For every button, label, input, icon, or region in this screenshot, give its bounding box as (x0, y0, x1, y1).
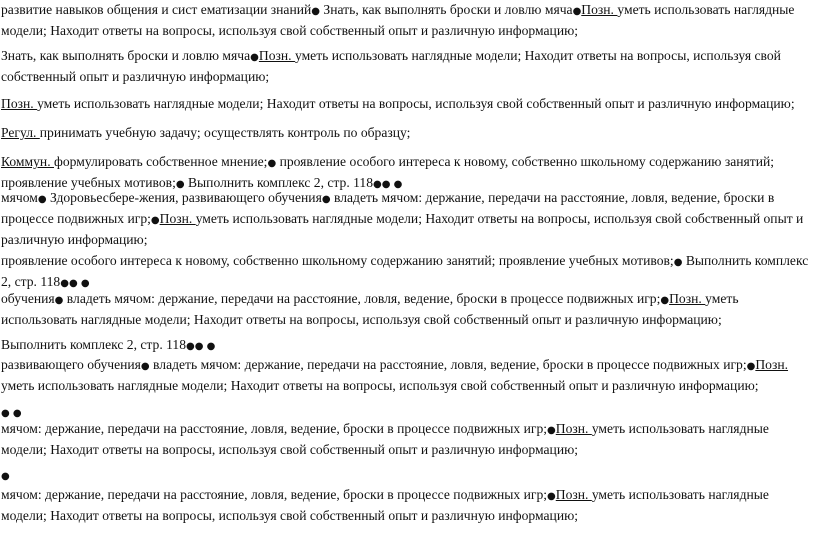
paragraph (1, 0, 814, 40)
bullet-icon: ●● ● (186, 341, 216, 352)
bullet-icon: ● (660, 295, 670, 306)
pozn-link[interactable]: Позн. (555, 421, 592, 436)
pozn-link[interactable]: Позн. (1, 96, 38, 111)
text: формулировать собственное мнение; (54, 154, 268, 169)
paragraph (1, 251, 814, 293)
pozn-link[interactable]: Позн. (159, 211, 196, 227)
bullet-icon: ● ● (1, 408, 22, 419)
regul-link[interactable]: Регул. (1, 125, 40, 140)
paragraph (1, 355, 814, 395)
text: мячом (1, 190, 38, 205)
text: проявление особого интереса к новому, собственно школьному содержанию занятий; проявление учебных мотивов; (1, 154, 775, 191)
text: уметь использовать наглядные модели; Находит ответы на вопросы, используя свой собственный опыт и различную информацию; (37, 96, 795, 111)
pozn-link[interactable]: Позн. (555, 487, 592, 502)
bullet-icon: ● (54, 295, 64, 306)
bullet-icon: ● (250, 52, 259, 63)
bullet-icon: ● (547, 491, 556, 502)
text: мячом: держание, передачи на расстояние, ловля, ведение, броски в процессе подвижных игр; (1, 421, 548, 436)
text: Выполнить комплекс 2, стр. 118 (1, 253, 809, 290)
text: владеть мячом: держание, передачи на расстояние, ловля, ведение, броски в процессе подвижных игр; (149, 357, 747, 372)
text: уметь использовать наглядные модели; Находит ответы на вопросы, используя свой собственный опыт и различную информацию; (1, 421, 769, 458)
text: уметь использовать наглядные модели; Находит ответы на вопросы, используя свой собственный опыт и различную информацию; (1, 378, 759, 394)
paragraph (1, 46, 814, 86)
bullet-icon: ● (267, 158, 277, 169)
text: уметь использовать наглядные модели; Находит ответы на вопросы, используя свой собственный опыт и различную информацию; (1, 2, 795, 39)
bullet-icon: ● (321, 194, 331, 205)
text: мячом: держание, передачи на расстояние, ловля, ведение, броски в процессе подвижных игр; (1, 487, 548, 502)
text: проявление особого интереса к новому, собственно школьному содержанию занятий; проявление учебных мотивов; (1, 253, 674, 268)
bullet-icon: ● (311, 6, 321, 17)
text: развитие навыков общения и сист ематизации знаний (1, 2, 312, 17)
bullet-icon: ● (37, 194, 47, 205)
text: обучения (1, 291, 55, 306)
paragraph (1, 335, 814, 356)
text: Знать, как выполнять броски и ловлю мяча (320, 2, 573, 17)
paragraph (1, 94, 814, 113)
paragraph (1, 188, 814, 250)
bullet-icon: ● (673, 257, 683, 268)
bullet-icon: ● (572, 6, 582, 17)
bullet-icon: ●● ● (373, 179, 403, 191)
bullet-icon: ● (1, 471, 10, 482)
text: уметь использовать наглядные модели; Находит ответы на вопросы, используя свой собственный опыт и различную информацию; (1, 211, 804, 248)
text: принимать учебную задачу; осуществлять контроль по образцу; (39, 125, 411, 140)
bullet-icon: ● (547, 425, 556, 436)
paragraph (1, 419, 814, 459)
paragraph (1, 465, 814, 486)
bullet-icon: ● (746, 361, 756, 372)
paragraph (1, 289, 814, 329)
bullet-icon: ●● ● (60, 278, 90, 290)
paragraph (1, 485, 814, 525)
bullet-icon: ● (175, 179, 185, 191)
text: Знать, как выполнять броски и ловлю мяча (1, 48, 251, 63)
bullet-icon: ● (140, 361, 150, 372)
paragraph (1, 123, 814, 142)
text: уметь использовать наглядные модели; Находит ответы на вопросы, используя свой собственный опыт и различную информацию; (1, 291, 739, 328)
bullet-icon: ● (150, 215, 160, 227)
text: Здоровьесбере-жения, развивающего обучения (46, 190, 322, 205)
text: владеть мячом: держание, передачи на расстояние, ловля, ведение, броски в процессе подвижных игр; (1, 190, 775, 227)
text: Выполнить комплекс 2, стр. 118 (184, 175, 373, 191)
pozn-link[interactable]: Позн. (755, 357, 789, 372)
text: развивающего обучения (1, 357, 141, 372)
kommun-link[interactable]: Коммун. (1, 154, 55, 169)
text: уметь использовать наглядные модели; Находит ответы на вопросы, используя свой собственный опыт и различную информацию; (1, 48, 781, 85)
pozn-link[interactable]: Позн. (669, 291, 706, 306)
text: владеть мячом: держание, передачи на расстояние, ловля, ведение, броски в процессе подвижных игр; (63, 291, 661, 306)
pozn-link[interactable]: Позн. (258, 48, 295, 63)
pozn-link[interactable]: Позн. (581, 2, 618, 17)
text: уметь использовать наглядные модели; Находит ответы на вопросы, используя свой собственный опыт и различную информацию; (1, 487, 769, 524)
text: Выполнить комплекс 2, стр. 118 (1, 337, 187, 352)
